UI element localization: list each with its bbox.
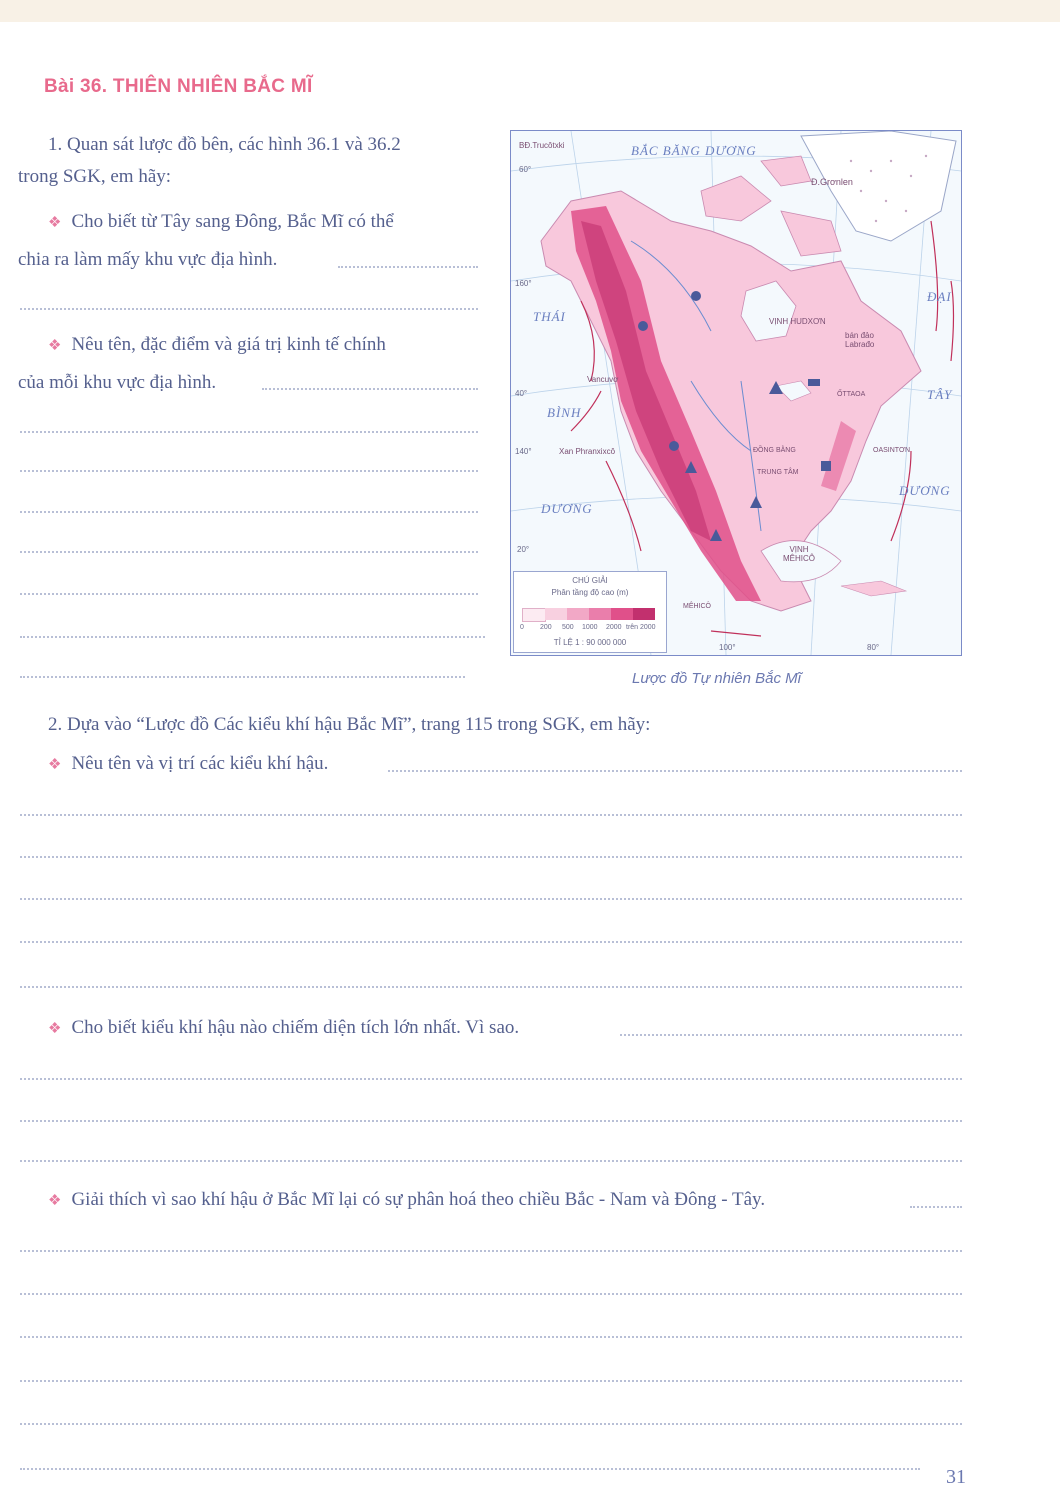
answer-line[interactable] [20, 1423, 962, 1425]
answer-line[interactable] [20, 308, 478, 310]
answer-line[interactable] [20, 1120, 962, 1122]
map-label-atlantic-1: ĐẠI [927, 289, 952, 304]
north-america-natural-map [510, 130, 962, 656]
map-degree-label: 100° [719, 643, 736, 652]
map-caption: Lược đồ Tự nhiên Bắc Mĩ [632, 670, 801, 687]
bullet-icon: ❖ [48, 215, 62, 231]
legend-swatch [545, 608, 567, 620]
answer-line[interactable] [20, 856, 962, 858]
map-label-gulf-of-mexico: VỊNH MÊHICÔ [783, 545, 815, 563]
map-label-atlantic-3: DƯƠNG [899, 483, 951, 498]
answer-line[interactable] [620, 1034, 962, 1036]
legend-swatch [633, 608, 655, 620]
answer-line[interactable] [20, 1160, 962, 1162]
map-label-vancouver: Vancuvơ [587, 375, 619, 384]
map-degree-label: 80° [867, 643, 880, 652]
map-label-arctic-ocean: BẮC BĂNG DƯƠNG [631, 143, 757, 158]
answer-line[interactable] [20, 1468, 920, 1470]
q1-line1: 1. Quan sát lược đồ bên, các hình 36.1 và 36.2 [48, 134, 401, 155]
map-label-plains-east: ĐỒNG BẰNG [753, 447, 796, 454]
map-degree-label: 20° [517, 545, 530, 554]
lesson-title: Bài 36. THIÊN NHIÊN BẮC MĨ [44, 76, 313, 97]
answer-line[interactable] [20, 1293, 962, 1295]
page-number: 31 [946, 1466, 966, 1488]
map-label-labrador: bán đảo Labrađo [845, 331, 875, 349]
bullet-icon: ❖ [48, 338, 62, 354]
legend-tick: 1000 [582, 624, 598, 631]
q1-bullet1-line1: ❖ Cho biết từ Tây sang Đông, Bắc Mĩ có thể [48, 211, 394, 232]
bullet-icon: ❖ [48, 1193, 62, 1209]
map-label-bering: BĐ.Trucôtxki [519, 141, 565, 150]
map-label-plains-central: TRUNG TÂM [757, 469, 799, 476]
answer-line[interactable] [20, 676, 465, 678]
legend-tick: 0 [520, 624, 524, 631]
answer-line[interactable] [20, 1336, 962, 1338]
q1-bullet2-line2: của mỗi khu vực địa hình. [18, 372, 217, 393]
answer-line[interactable] [20, 941, 962, 943]
legend-tick: 200 [540, 624, 552, 631]
q1-bullet1-line2: chia ra làm mấy khu vực địa hình. [18, 249, 278, 270]
top-band [0, 0, 1060, 22]
answer-line[interactable] [20, 593, 478, 595]
q1-line2: trong SGK, em hãy: [18, 166, 172, 187]
q1-bullet2-line1: ❖ Nêu tên, đặc điểm và giá trị kinh tế chính [48, 334, 386, 355]
q2-bullet2: ❖ Cho biết kiểu khí hậu nào chiếm diện tích lớn nhất. Vì sao. [48, 1017, 520, 1038]
legend-swatch [589, 608, 611, 620]
map-label-washington: OASINTƠN [873, 447, 911, 454]
answer-line[interactable] [388, 770, 962, 772]
answer-line[interactable] [910, 1206, 962, 1208]
answer-line[interactable] [20, 1078, 962, 1080]
map-label-pacific-1: THÁI [533, 309, 566, 324]
map-degree-label: 140° [515, 447, 532, 456]
map-label-hudson-bay: VỊNH HUDXƠN [769, 317, 826, 326]
legend-swatch [611, 608, 633, 620]
answer-line[interactable] [20, 1250, 962, 1252]
legend-swatch [567, 608, 589, 620]
answer-line[interactable] [20, 431, 478, 433]
map-degree-label: 60° [519, 165, 532, 174]
answer-line[interactable] [20, 1380, 962, 1382]
answer-line[interactable] [20, 551, 478, 553]
legend-subtitle: Phân tầng độ cao (m) [551, 588, 629, 597]
answer-line[interactable] [20, 511, 478, 513]
answer-line[interactable] [338, 266, 478, 268]
bullet-icon: ❖ [48, 1021, 62, 1037]
map-label-san-francisco: Xan Phranxixcô [558, 447, 616, 456]
legend-scale: TỈ LỆ 1 : 90 000 000 [553, 638, 627, 647]
map-label-greenland: Đ.Grơnlen [811, 177, 853, 187]
q2-intro: 2. Dựa vào “Lược đồ Các kiểu khí hậu Bắc Mĩ”, trang 115 trong SGK, em hãy: [48, 714, 651, 735]
answer-line[interactable] [20, 898, 962, 900]
map-label-mexico-city: MÊHICÔ [683, 603, 711, 610]
answer-line[interactable] [262, 388, 478, 390]
legend-tick: trên 2000 [626, 624, 656, 631]
q2-bullet3: ❖ Giải thích vì sao khí hậu ở Bắc Mĩ lại có sự phân hoá theo chiều Bắc - Nam và Đông - Tây. [48, 1189, 766, 1210]
bullet-icon: ❖ [48, 757, 62, 773]
answer-line[interactable] [20, 986, 962, 988]
map-label-pacific-2: BÌNH [547, 405, 582, 420]
map-label-pacific-3: DƯƠNG [541, 501, 593, 516]
map-label-ottawa: ỐTTAOA [837, 391, 866, 398]
map-label-atlantic-2: TÂY [927, 387, 953, 402]
q2-bullet1: ❖ Nêu tên và vị trí các kiểu khí hậu. [48, 753, 329, 774]
legend-tick: 500 [562, 624, 574, 631]
map-degree-label: 40° [515, 389, 528, 398]
answer-line[interactable] [20, 814, 962, 816]
legend-title: CHÚ GIẢI [572, 576, 608, 585]
answer-line[interactable] [20, 636, 485, 638]
map-degree-label: 160° [515, 279, 532, 288]
legend-tick: 2000 [606, 624, 622, 631]
legend-swatch [522, 608, 546, 622]
answer-line[interactable] [20, 470, 478, 472]
map-legend [513, 571, 667, 653]
